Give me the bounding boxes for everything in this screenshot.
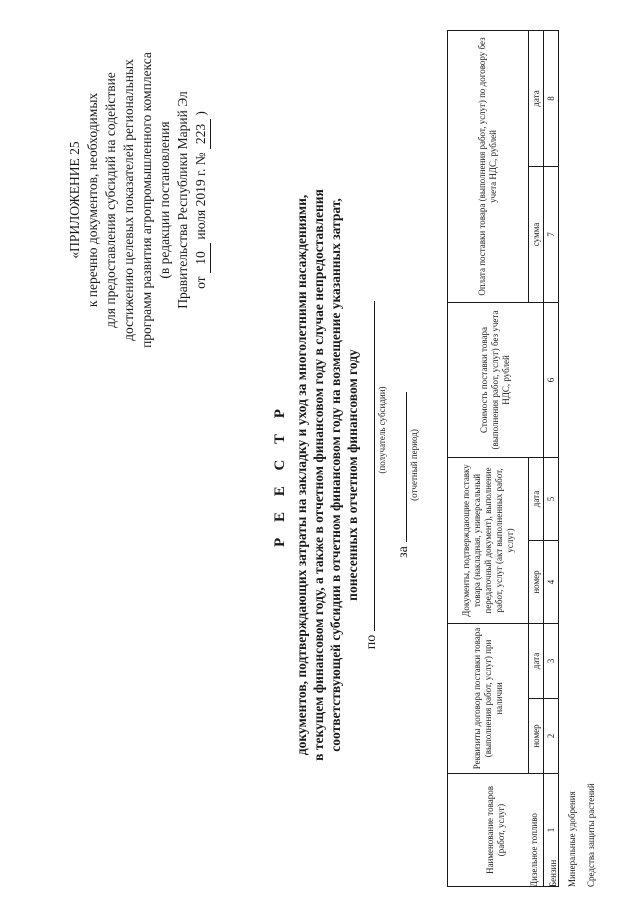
col-number: 7 bbox=[544, 166, 559, 302]
recipient-caption: (получатель субсидии) bbox=[377, 386, 387, 474]
register-heading: Р Е Е С Т Р bbox=[272, 403, 288, 547]
col-number: 2 bbox=[544, 699, 559, 774]
title-line: понесенных в отчетном финансовом году bbox=[345, 349, 360, 601]
appendix-block bbox=[66, 25, 211, 375]
sub-contract-number: номер bbox=[529, 699, 544, 774]
list-item: Минеральные удобрения bbox=[567, 791, 577, 887]
period-caption: (отчетный период) bbox=[409, 429, 419, 501]
title-line: документов, подтверждающих затраты на закладку и уход за многолетними насаждениями, bbox=[294, 194, 309, 756]
appendix-line: (в редакции постановления bbox=[157, 121, 172, 279]
appendix-line: достижению целевых показателей региональных bbox=[121, 59, 136, 341]
period-prefix: за bbox=[396, 546, 411, 558]
header-payment: Оплата поставки товара (выполнения работ, услуг) по договору без учета НДС, рублей bbox=[448, 30, 529, 302]
col-number: 8 bbox=[544, 30, 559, 166]
register-title bbox=[272, 85, 361, 865]
date-middle: июля 2019 г. № bbox=[193, 152, 208, 240]
date-day: 10 bbox=[192, 243, 211, 273]
date-prefix: от bbox=[193, 276, 208, 289]
header-contract: Реквизиты договора поставки товара (выполнения работ, услуг) при наличии bbox=[448, 623, 529, 773]
table-header-row bbox=[448, 30, 529, 886]
date-close: ) bbox=[193, 111, 208, 116]
list-item: Дизельное топливо bbox=[529, 813, 539, 887]
appendix-line: «ПРИЛОЖЕНИЕ 25 bbox=[67, 141, 82, 259]
item-list bbox=[528, 747, 604, 887]
appendix-line: программ развития агропромышленного комплекса bbox=[139, 52, 154, 348]
period-field[interactable] bbox=[392, 392, 407, 542]
sub-contract-date: дата bbox=[529, 623, 544, 698]
appendix-line: для предоставления субсидий на содействие bbox=[103, 72, 118, 328]
col-number: 6 bbox=[544, 302, 559, 457]
list-item: Бензин bbox=[548, 859, 558, 887]
header-name: Наименование товаров (работ, услуг) bbox=[448, 774, 544, 887]
sub-payment-date: дата bbox=[529, 30, 544, 166]
recipient-prefix: по bbox=[364, 634, 379, 650]
col-number: 4 bbox=[544, 540, 559, 623]
title-line: в текущем финансовом году, а также в отчетном финансовом году в случае непредоставления bbox=[311, 189, 326, 761]
sub-payment-sum: сумма bbox=[529, 166, 544, 302]
recipient-field[interactable] bbox=[360, 301, 375, 631]
sub-docs-number: номер bbox=[529, 540, 544, 623]
header-docs: Документы, подтверждающие поставку товара (накладная, универсальный передаточный документ), выполнение работ, услуг (акт выполненных работ, услуг) bbox=[448, 457, 529, 623]
col-number: 1 bbox=[544, 774, 559, 887]
appendix-line: к перечню документов, необходимых bbox=[85, 92, 100, 308]
list-item: Средства защиты растений bbox=[586, 783, 596, 887]
sub-docs-date: дата bbox=[529, 457, 544, 540]
decree-number: 223 bbox=[192, 119, 211, 149]
header-cost: Стоимость поставки товара (выполнения работ, услуг) без учета НДС, рублей bbox=[448, 302, 544, 457]
col-number: 3 bbox=[544, 623, 559, 698]
title-line: соответствующей субсидии в отчетном финансовом году на возмещение указанных затрат, bbox=[328, 198, 343, 752]
appendix-line: Правительства Республики Марий Эл bbox=[175, 91, 190, 309]
appendix-date-line bbox=[192, 25, 211, 375]
col-number: 5 bbox=[544, 457, 559, 540]
